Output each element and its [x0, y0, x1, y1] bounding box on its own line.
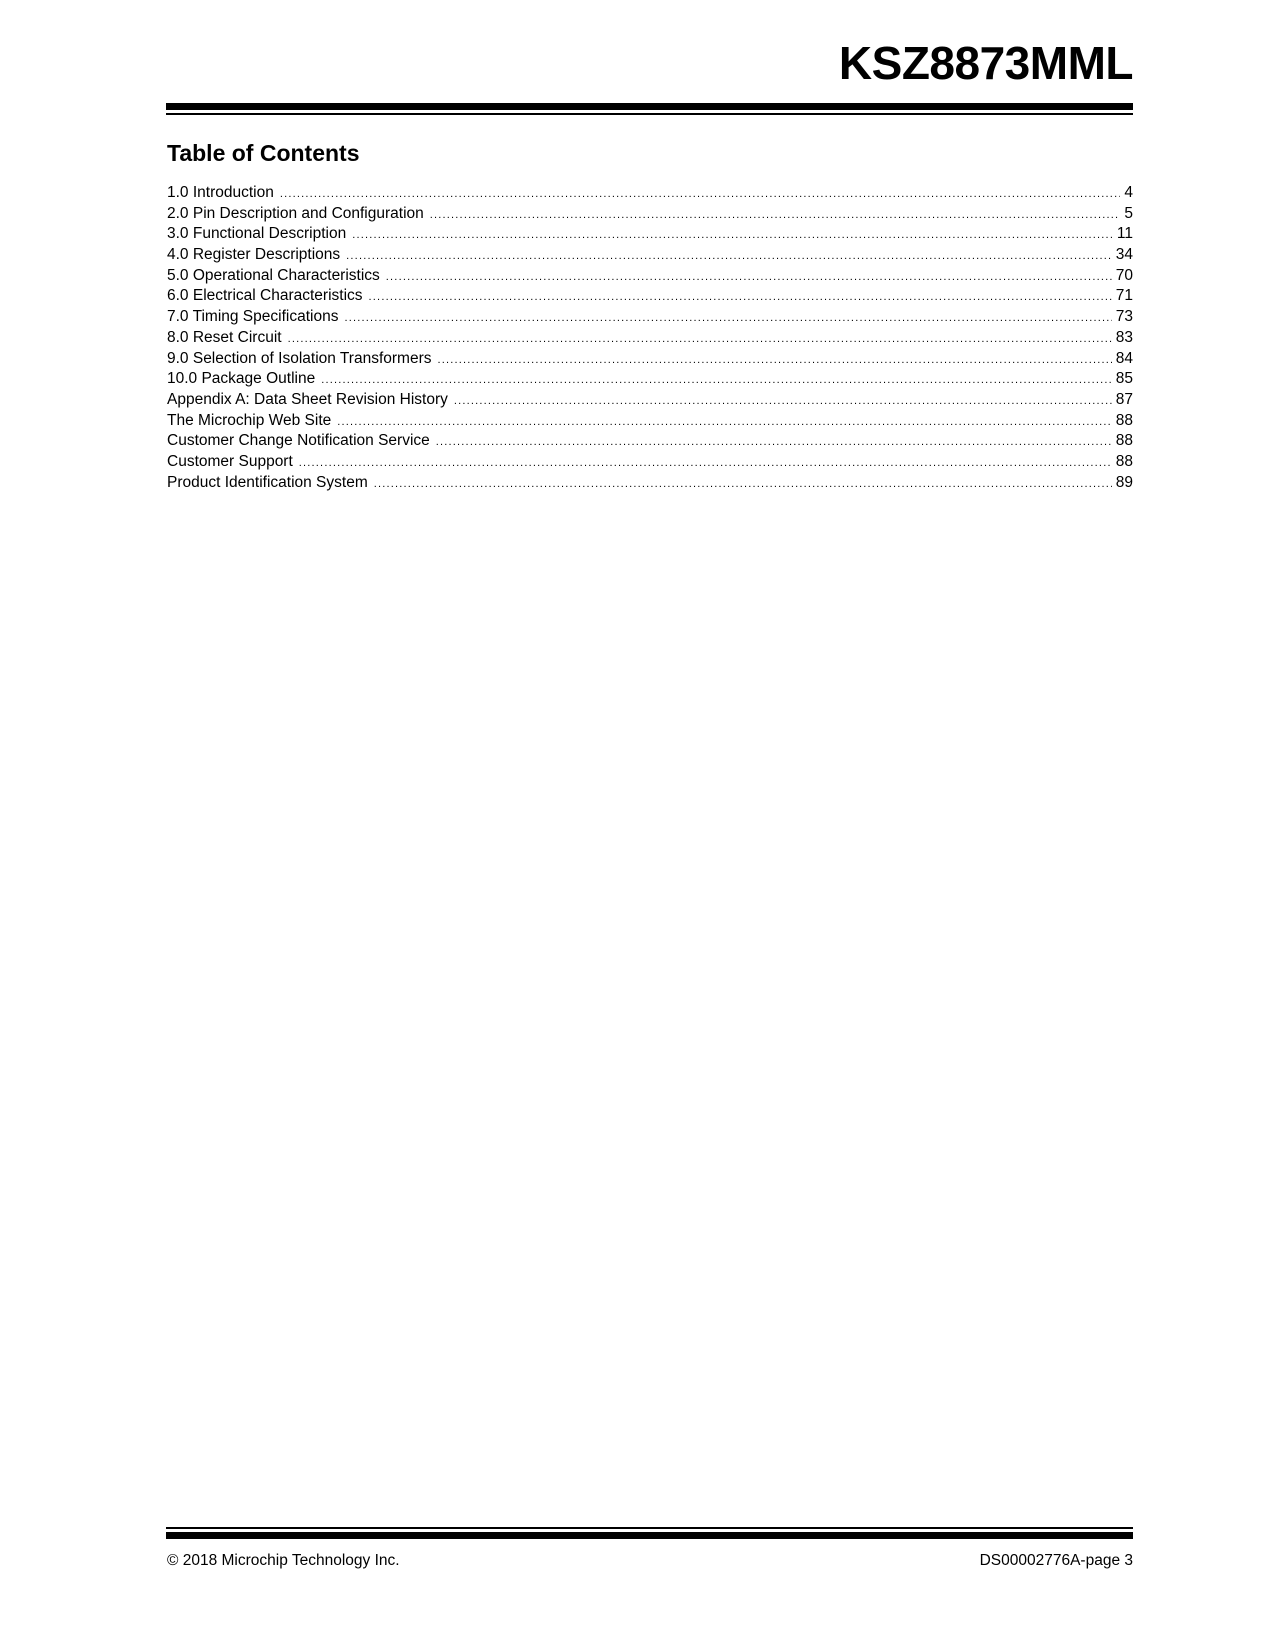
toc-entry-web-site[interactable] [167, 411, 1133, 432]
toc-entry-title: Appendix A: Data Sheet Revision History [167, 390, 448, 408]
toc-entry-title: Customer Support [167, 452, 293, 470]
toc-dot-leader [346, 246, 1112, 266]
toc-entry-page: 70 [1115, 266, 1133, 284]
toc-entry-title: The Microchip Web Site [167, 411, 332, 429]
toc-dot-leader [436, 432, 1112, 452]
toc-dot-leader [321, 370, 1112, 390]
toc-entry-page: 84 [1115, 349, 1133, 367]
toc-dot-leader [438, 350, 1112, 370]
toc-entry-timing-specifications[interactable] [167, 307, 1133, 328]
toc-entry-title: 5.0 Operational Characteristics [167, 266, 380, 284]
toc-entry-package-outline[interactable] [167, 369, 1133, 390]
toc-entry-page: 88 [1115, 411, 1133, 429]
toc-entry-page: 85 [1115, 370, 1133, 388]
toc-entry-introduction[interactable] [167, 183, 1133, 204]
toc-entry-title: 10.0 Package Outline [167, 370, 316, 388]
toc-entry-register-descriptions[interactable] [167, 245, 1133, 266]
footer-copyright: © 2018 Microchip Technology Inc. [167, 1552, 400, 1569]
toc-entry-page: 34 [1115, 246, 1133, 264]
toc-entry-page: 11 [1116, 225, 1133, 243]
footer-rule-thick [166, 1532, 1133, 1539]
toc-dot-leader [288, 329, 1112, 349]
toc-dot-leader [386, 267, 1112, 287]
toc-entry-page: 87 [1115, 390, 1133, 408]
toc-entry-title: 9.0 Selection of Isolation Transformers [167, 349, 432, 367]
toc-entry-title: 7.0 Timing Specifications [167, 308, 339, 326]
toc-entry-page: 73 [1115, 308, 1133, 326]
toc-dot-leader [299, 453, 1112, 473]
toc-entry-product-identification[interactable] [167, 473, 1133, 494]
toc-entry-title: 1.0 Introduction [167, 184, 274, 201]
toc-heading: Table of Contents [167, 140, 360, 166]
toc-dot-leader [430, 205, 1121, 225]
toc-entry-reset-circuit[interactable] [167, 328, 1133, 349]
toc-entry-electrical-characteristics[interactable] [167, 286, 1133, 307]
toc-dot-leader [344, 308, 1111, 328]
toc-entry-page: 4 [1124, 184, 1133, 201]
toc-list [167, 183, 1133, 493]
toc-entry-title: 4.0 Register Descriptions [167, 246, 341, 264]
toc-dot-leader [280, 184, 1121, 204]
toc-entry-pin-description[interactable] [167, 204, 1133, 225]
toc-dot-leader [454, 391, 1112, 411]
toc-entry-title: Product Identification System [167, 473, 368, 491]
toc-entry-title: 2.0 Pin Description and Configuration [167, 204, 424, 222]
toc-dot-leader [352, 225, 1113, 245]
toc-entry-page: 5 [1124, 204, 1133, 222]
toc-entry-functional-description[interactable] [167, 224, 1133, 245]
footer-rule-thin [166, 1527, 1133, 1529]
toc-dot-leader [369, 287, 1112, 307]
toc-entry-title: 3.0 Functional Description [167, 225, 347, 243]
toc-entry-page: 83 [1115, 328, 1133, 346]
toc-entry-title: 6.0 Electrical Characteristics [167, 287, 363, 305]
toc-entry-title: 8.0 Reset Circuit [167, 328, 282, 346]
toc-entry-customer-support[interactable] [167, 452, 1133, 473]
toc-entry-page: 71 [1115, 287, 1133, 305]
header-rule-thin [166, 113, 1133, 115]
toc-entry-change-notification[interactable] [167, 431, 1133, 452]
toc-entry-page: 88 [1115, 432, 1133, 450]
toc-entry-isolation-transformers[interactable] [167, 349, 1133, 370]
toc-dot-leader [374, 474, 1112, 494]
toc-entry-revision-history[interactable] [167, 390, 1133, 411]
footer-page-number: DS00002776A-page 3 [979, 1552, 1133, 1569]
toc-entry-operational-characteristics[interactable] [167, 266, 1133, 287]
toc-entry-page: 88 [1115, 452, 1133, 470]
header-rule-thick [166, 103, 1133, 110]
toc-entry-page: 89 [1115, 473, 1133, 491]
toc-dot-leader [337, 412, 1112, 432]
toc-entry-title: Customer Change Notification Service [167, 432, 430, 450]
document-title: KSZ8873MML [838, 37, 1133, 89]
